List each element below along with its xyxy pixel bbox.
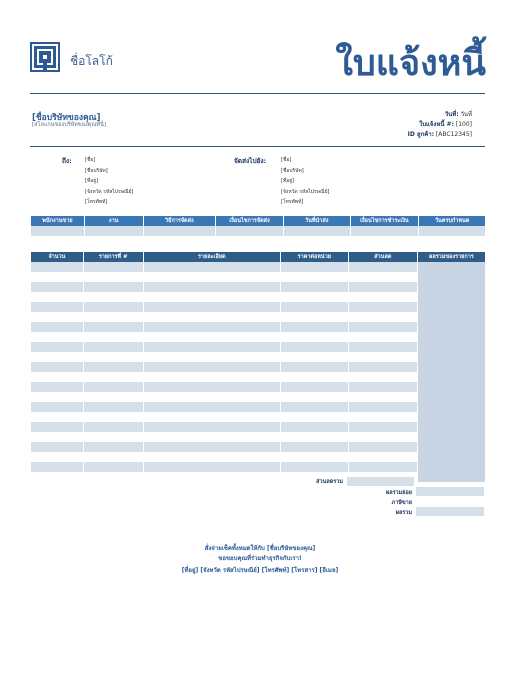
line-total-cell[interactable] [418,422,485,432]
bill-to-label: ถึง: [62,157,72,165]
items-row [31,412,485,422]
discount-total-label: ส่วนลดรวม [316,479,343,485]
bill-to-line: [โทรศัพท์] [85,199,108,205]
table-cell[interactable] [84,332,143,342]
table-cell[interactable] [349,442,417,452]
table-cell[interactable] [281,312,348,322]
table-cell[interactable] [84,352,143,362]
table-cell[interactable] [349,292,417,302]
table-cell[interactable] [144,262,280,272]
col-header: ผลรวมของรายการ [418,252,485,262]
table-cell[interactable] [349,272,417,282]
line-total-cell[interactable] [418,342,485,352]
items-row [31,382,485,392]
subtotal-label: ผลรวมย่อย [385,490,412,496]
header-divider [30,93,485,94]
line-total-cell[interactable] [418,392,485,402]
items-row [31,372,485,382]
items-row [31,322,485,332]
total-field[interactable] [416,507,484,516]
table-cell[interactable] [281,272,348,282]
table-cell[interactable] [281,302,348,312]
table-cell[interactable] [281,452,348,462]
items-row [31,402,485,412]
table-cell[interactable] [281,412,348,422]
company-slogan: [สโลแกนของบริษัทของคุณที่นี่] [32,122,106,128]
bill-to-line: [ที่อยู่] [85,178,99,184]
line-total-cell[interactable] [418,282,485,292]
table-cell[interactable] [31,352,83,362]
line-total-cell[interactable] [418,472,485,482]
table-cell[interactable] [84,362,143,372]
table-cell[interactable] [144,292,280,302]
company-name: [ชื่อบริษัทของคุณ] [32,113,101,123]
col-header: เงื่อนไขการจัดส่ง [216,216,283,226]
items-row [31,282,485,292]
line-total-cell[interactable] [418,412,485,422]
table-cell[interactable] [144,442,280,452]
table-cell[interactable] [31,412,83,422]
bill-to-line: [ชื่อบริษัท] [85,167,108,174]
meta-divider [30,146,485,147]
table-cell[interactable] [281,422,348,432]
table-cell[interactable] [31,392,83,402]
items-row [31,342,485,352]
table-cell[interactable] [216,226,283,236]
items-row [31,392,485,402]
subtotal-field[interactable] [416,487,484,496]
table-cell[interactable] [144,402,280,412]
table-cell[interactable] [31,312,83,322]
table-cell[interactable] [31,272,83,282]
table-cell[interactable] [84,382,143,392]
table-cell[interactable] [144,352,280,362]
table-cell[interactable] [84,402,143,412]
table-cell[interactable] [144,302,280,312]
table-cell[interactable] [349,412,417,422]
table-cell[interactable] [31,362,83,372]
table-cell[interactable] [419,226,485,236]
table-cell[interactable] [144,312,280,322]
table-cell[interactable] [281,432,348,442]
table-cell[interactable] [31,462,83,472]
items-row [31,422,485,432]
table-cell[interactable] [144,342,280,352]
items-row [31,432,485,442]
line-total-cell[interactable] [418,352,485,362]
table-cell[interactable] [144,472,280,482]
table-cell[interactable] [351,226,419,236]
table-cell[interactable] [31,226,84,236]
footer-thanks: ขอขอบคุณที่ร่วมทำธุรกิจกับเรา! [218,555,302,562]
customer-id-value: [ABC12345] [435,131,472,138]
line-total-cell[interactable] [418,292,485,302]
ship-to-line: [โทรศัพท์] [281,199,304,205]
table-cell[interactable] [144,392,280,402]
table-cell[interactable] [84,472,143,482]
table-cell[interactable] [84,452,143,462]
table-cell[interactable] [349,322,417,332]
col-header: ราคาต่อหน่วย [281,252,348,262]
ship-to-address [281,155,329,208]
table-cell[interactable] [84,292,143,302]
table-cell[interactable] [281,362,348,372]
line-total-cell[interactable] [418,462,485,472]
table-cell[interactable] [284,226,350,236]
col-header: วิธีการจัดส่ง [144,216,216,226]
table-cell[interactable] [349,302,417,312]
table-cell[interactable] [281,382,348,392]
table-cell[interactable] [84,442,143,452]
col-header: วันที่นำส่ง [284,216,350,226]
table-cell[interactable] [84,272,143,282]
ship-to-line: [ชื่อบริษัท] [281,167,304,174]
line-total-cell[interactable] [418,332,485,342]
discount-total-field[interactable] [347,477,414,486]
items-row [31,332,485,342]
date-label: วันที่: [444,111,459,118]
table-cell[interactable] [144,272,280,282]
bill-to-address [85,155,133,208]
footer-contact: [ที่อยู่] [จังหวัด รหัสไปรษณีย์] [โทรศัพท์] [โทรสาร] [อีเมล] [181,567,339,574]
table-cell[interactable] [31,342,83,352]
ship-to-label: จัดส่งไปยัง: [234,157,267,165]
table-cell[interactable] [144,372,280,382]
table-cell[interactable] [281,392,348,402]
table-cell[interactable] [144,412,280,422]
col-header: วันครบกำหนด [419,216,485,226]
line-total-cell[interactable] [418,442,485,452]
table-cell[interactable] [31,402,83,412]
table-cell[interactable] [281,332,348,342]
table-cell[interactable] [31,302,83,312]
items-row [31,362,485,372]
customer-id-label: ID ลูกค้า: [407,131,434,138]
ship-to-line: [ชื่อ] [281,157,292,163]
table-cell[interactable] [84,372,143,382]
table-cell[interactable] [84,322,143,332]
line-total-cell[interactable] [418,302,485,312]
table-cell[interactable] [31,422,83,432]
col-header: ส่วนลด [349,252,417,262]
items-row [31,272,485,282]
table-cell[interactable] [144,462,280,472]
table-cell[interactable] [349,462,417,472]
shipping-table [30,216,486,236]
items-row [31,462,485,472]
items-row [31,452,485,462]
line-total-cell[interactable] [418,372,485,382]
table-cell[interactable] [144,432,280,442]
table-cell[interactable] [84,412,143,422]
items-row [31,262,485,272]
table-cell[interactable] [281,262,348,272]
table-cell[interactable] [349,422,417,432]
table-cell[interactable] [144,282,280,292]
table-cell[interactable] [281,442,348,452]
col-header: งาน [85,216,143,226]
table-cell[interactable] [31,322,83,332]
table-cell[interactable] [31,262,83,272]
table-cell[interactable] [84,422,143,432]
table-cell[interactable] [31,282,83,292]
table-cell[interactable] [349,382,417,392]
logo-icon [30,42,60,72]
table-cell[interactable] [349,352,417,362]
table-cell[interactable] [84,312,143,322]
col-header: พนักงานขาย [31,216,84,226]
table-cell[interactable] [281,462,348,472]
col-header: รายละเอียด [144,252,280,262]
items-header-row [31,252,485,262]
items-row [31,302,485,312]
table-cell[interactable] [144,226,216,236]
table-cell[interactable] [281,282,348,292]
line-total-cell[interactable] [418,402,485,412]
line-total-cell[interactable] [418,382,485,392]
table-cell[interactable] [84,302,143,312]
table-cell[interactable] [349,372,417,382]
table-cell[interactable] [31,472,83,482]
table-cell[interactable] [281,402,348,412]
table-cell[interactable] [281,322,348,332]
table-cell[interactable] [349,262,417,272]
items-row [31,442,485,452]
bill-to-line: [จังหวัด รหัสไปรษณีย์] [85,188,134,195]
table-cell[interactable] [85,226,143,236]
invoice-number-label: ใบแจ้งหนี้ #: [419,121,454,128]
table-cell[interactable] [144,322,280,332]
line-total-cell[interactable] [418,262,485,272]
line-total-cell[interactable] [418,362,485,372]
page-title: ใบแจ้งหนี้ [335,43,486,84]
table-cell[interactable] [31,452,83,462]
table-cell[interactable] [349,312,417,322]
table-cell[interactable] [144,382,280,392]
table-cell[interactable] [281,352,348,362]
ship-to-line: [จังหวัด รหัสไปรษณีย์] [281,188,330,195]
table-cell[interactable] [349,432,417,442]
table-cell[interactable] [144,362,280,372]
table-cell[interactable] [84,342,143,352]
line-total-cell[interactable] [418,312,485,322]
invoice-number-value: [100] [455,121,472,128]
table-cell[interactable] [31,442,83,452]
table-cell[interactable] [349,392,417,402]
items-row [31,472,485,482]
table-cell[interactable] [144,452,280,462]
invoice-meta [408,110,472,140]
table-cell[interactable] [281,372,348,382]
tax-field[interactable] [416,497,484,506]
table-cell[interactable] [31,332,83,342]
col-header: จำนวน [31,252,83,262]
table-cell[interactable] [31,292,83,302]
table-cell[interactable] [349,332,417,342]
col-header: รายการที่ # [84,252,143,262]
table-cell[interactable] [349,452,417,462]
table-cell[interactable] [31,372,83,382]
table-cell[interactable] [281,342,348,352]
table-cell[interactable] [84,282,143,292]
total-label: ผลรวม [395,510,412,516]
table-cell[interactable] [281,292,348,302]
shipping-row [31,226,485,236]
footer-payable-note: สั่งจ่ายเช็คทั้งหมดให้กับ [ชื่อบริษัทของคุณ] [204,545,316,552]
date-value: วันที่ [460,111,472,118]
table-cell[interactable] [349,342,417,352]
line-total-cell[interactable] [418,452,485,462]
table-cell[interactable] [84,462,143,472]
line-total-cell[interactable] [418,432,485,442]
items-table [30,252,486,482]
table-cell[interactable] [84,392,143,402]
table-cell[interactable] [31,432,83,442]
items-row [31,352,485,362]
table-cell[interactable] [144,332,280,342]
table-cell[interactable] [84,432,143,442]
tax-label: ภาษีขาย [391,500,412,506]
items-row [31,292,485,302]
table-cell[interactable] [84,262,143,272]
table-cell[interactable] [349,362,417,372]
shipping-header-row [31,216,485,226]
logo-text: ชื่อโลโก้ [70,54,113,68]
bill-to-line: [ชื่อ] [85,157,96,163]
table-cell[interactable] [349,282,417,292]
col-header: เงื่อนไขการชำระเงิน [351,216,419,226]
items-row [31,312,485,322]
ship-to-line: [ที่อยู่] [281,178,295,184]
line-total-cell[interactable] [418,272,485,282]
table-cell[interactable] [144,422,280,432]
table-cell[interactable] [31,382,83,392]
table-cell[interactable] [349,402,417,412]
line-total-cell[interactable] [418,322,485,332]
